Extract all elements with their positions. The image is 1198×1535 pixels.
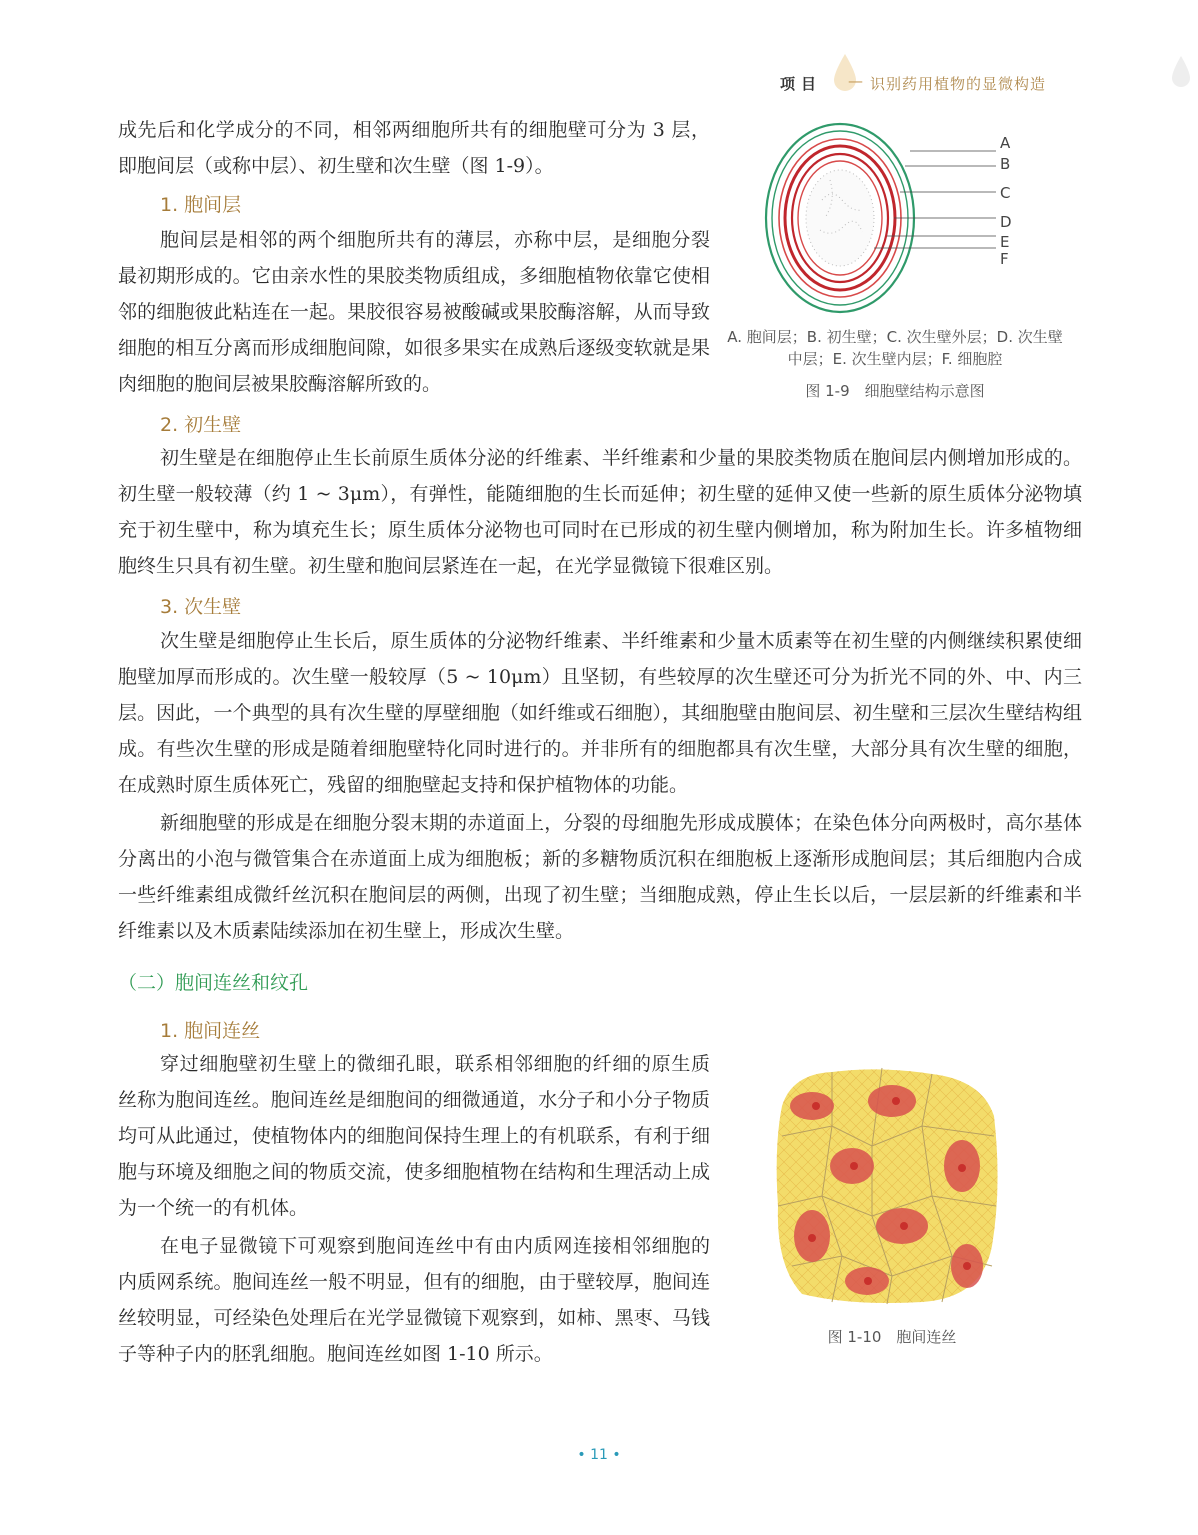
project-label: 项目 — [779, 75, 822, 93]
running-header — [778, 60, 1198, 110]
paragraph: 新细胞壁的形成是在细胞分裂末期的赤道面上，分裂的母细胞先形成成膜体；在染色体分向两极时，高尔基体分离出的小泡与微管集合在赤道面上成为细胞板；新的多糖物质沉积在细胞板上逐渐形成胞间层；其后细胞内合成一些纤维素组成微纤丝沉积在胞间层的两侧，出现了初生壁；当细胞成熟，停止生长以后，一层层新的纤维素和半纤维素以及木质素陆续添加在初生壁上，形成次生壁。 — [118, 812, 1082, 942]
caption-line: 中层；E. 次生壁内层；F. 细胞腔 — [787, 350, 1003, 368]
caption-line: A. 胞间层；B. 初生壁；C. 次生壁外层；D. 次生壁 — [727, 328, 1063, 346]
cell-wall-svg — [760, 120, 1060, 320]
figure-title: 图 1-10 胞间连丝 — [827, 1328, 957, 1346]
paragraph: 在电子显微镜下可观察到胞间连丝中有由内质网连接相邻细胞的内质网系统。胞间连丝一般不明显，但有的细胞，由于壁较厚，胞间连丝较明显，可经染色处理后在光学显微镜下观察到，如柿、黑枣、马钱子等种子内的胚乳细胞。胞间连丝如图 1-10 所示。 — [118, 1235, 710, 1365]
paragraph: 穿过细胞壁初生壁上的微细孔眼，联系相邻细胞的纤细的原生质丝称为胞间连丝。胞间连丝是细胞间的细微通道，水分子和小分子物质均可从此通过，使植物体内的细胞间保持生理上的有机联系，有利于细胞与环境及细胞之间的物质交流，使多细胞植物在结构和生理活动上成为一个统一的有机体。 — [118, 1053, 710, 1219]
label-a: A — [1000, 134, 1011, 152]
heading-secondary-wall: 3. 次生壁 — [160, 596, 242, 618]
figure-title: 图 1-9 细胞壁结构示意图 — [805, 382, 985, 400]
label-d: D — [1000, 213, 1012, 231]
label-c: C — [1000, 184, 1011, 202]
heading-plasmodesmata: 1. 胞间连丝 — [160, 1020, 261, 1042]
plasmodesmata-svg — [772, 1066, 1002, 1306]
page-number: • 11 • — [577, 1447, 621, 1463]
heading-primary-wall: 2. 初生壁 — [160, 414, 242, 436]
paragraph: 次生壁是细胞停止生长后，原生质体的分泌物纤维素、半纤维素和少量木质素等在初生壁的内侧继续积累使细胞壁加厚而形成的。次生壁一般较厚（5 ~ 10μm）且坚韧，有些较厚的次生壁还可分为折光不同的外、中、内三层。因此，一个典型的具有次生壁的厚壁细胞（如纤维或石细胞），其细胞壁由胞间层、初生壁和三层次生壁结构组成。有些次生壁的形成是随着细胞壁特化同时进行的。并非所有的细胞都具有次生壁，大部分具有次生壁的细胞，在成熟时原生质体死亡，残留的细胞壁起支持和保护植物体的功能。 — [118, 630, 1082, 796]
header-title: 识别药用植物的显微构造 — [870, 75, 1047, 93]
plasmodesmata-illustration — [772, 1066, 1002, 1306]
figure-caption — [712, 326, 1078, 370]
paragraph: 成先后和化学成分的不同，相邻两细胞所共有的细胞壁可分为 3 层，即胞间层（或称中层）、初生壁和次生壁（图 1-9）。 — [118, 119, 710, 177]
paragraph: 胞间层是相邻的两个细胞所共有的薄层，亦称中层，是细胞分裂最初期形成的。它由亲水性的果胶类物质组成，多细胞植物依靠它使相邻的细胞彼此粘连在一起。果胶很容易被酸碱或果胶酶溶解，从而导致细胞的相互分离而形成细胞间隙，如很多果实在成熟后逐级变软就是果肉细胞的胞间层被果胶酶溶解所致的。 — [118, 229, 710, 395]
label-f: F — [1000, 250, 1009, 268]
header-dash: — — [848, 72, 863, 90]
label-b: B — [1000, 155, 1011, 173]
section-heading: （二）胞间连丝和纹孔 — [118, 972, 309, 994]
paragraph: 初生壁是在细胞停止生长前原生质体分泌的纤维素、半纤维素和少量的果胶类物质在胞间层内侧增加形成的。初生壁一般较薄（约 1 ~ 3μm），有弹性，能随细胞的生长而延伸；初生壁的延伸又使一些新的原生质体分泌物填充于初生壁中，称为填充生长；原生质体分泌物也可同时在已形成的初生壁内侧增加，称为附加生长。许多植物细胞终生只具有初生壁。初生壁和胞间层紧连在一起，在光学显微镜下很难区别。 — [118, 447, 1082, 577]
label-e: E — [1000, 233, 1010, 251]
drop-icon — [1170, 54, 1192, 88]
cell-wall-diagram — [760, 120, 1060, 320]
heading-middle-lamella: 1. 胞间层 — [160, 194, 242, 216]
